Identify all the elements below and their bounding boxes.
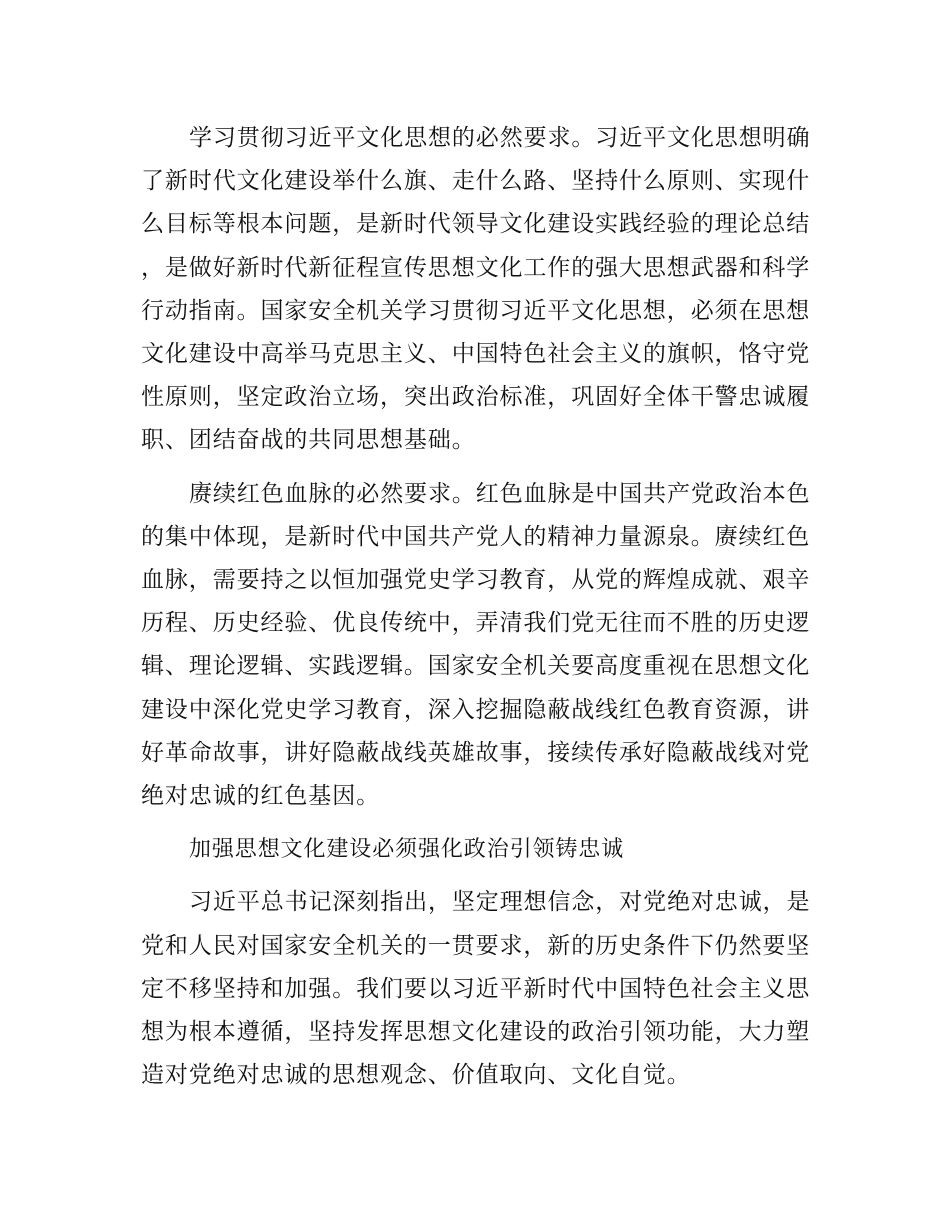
section-heading: 加强思想文化建设必须强化政治引领铸忠诚 <box>189 837 625 863</box>
paragraph-political-guidance: 习近平总书记深刻指出，坚定理想信念，对党绝对忠诚，是党和人民对国家安全机关的一贯要求，新的历史条件下仍然要坚定不移坚持和加强。我们要以习近平新时代中国特色社会主义思想为根本遵循，坚持发挥思想文化建设的政治引领功能，大力塑造对党绝对忠诚的思想观念、价值取向、文化自觉。 <box>141 889 811 1089</box>
paragraph-red-bloodline: 赓续红色血脉的必然要求。红色血脉是中国共产党政治本色的集中体现，是新时代中国共产党人的精神力量源泉。赓续红色血脉，需要持之以恒加强党史学习教育，从党的辉煌成就、艰辛历程、历史经验、优良传统中，弄清我们党无往而不胜的历史逻辑、理论逻辑、实践逻辑。国家安全机关要高度重视在思想文化建设中深化党史学习教育，深入挖掘隐蔽战线红色教育资源，讲好革命故事，讲好隐蔽战线英雄故事，接续传承好隐蔽战线对党绝对忠诚的红色基因。 <box>141 480 811 810</box>
document-body <box>141 117 813 1107</box>
paragraph-culture-thought: 学习贯彻习近平文化思想的必然要求。习近平文化思想明确了新时代文化建设举什么旗、走什么路、坚持什么原则、实现什么目标等根本问题，是新时代领导文化建设实践经验的理论总结，是做好新时代新征程宣传思想文化工作的强大思想武器和科学行动指南。国家安全机关学习贯彻习近平文化思想，必须在思想文化建设中高举马克思主义、中国特色社会主义的旗帜，恪守党性原则，坚定政治立场，突出政治标准，巩固好全体干警忠诚履职、团结奋战的共同思想基础。 <box>141 125 811 454</box>
